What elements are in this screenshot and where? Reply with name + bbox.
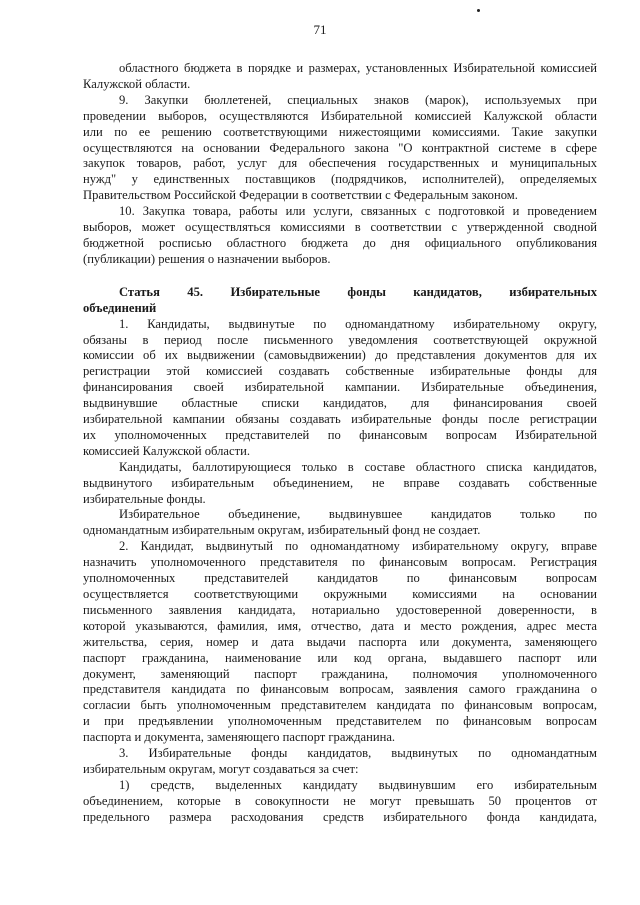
text-line: Статья 45. Избирательные фонды кандидатов, избирательных — [119, 284, 597, 299]
text-line: или по ее решению соответствующими нижестоящими комиссиями. Такие закупки — [83, 124, 597, 139]
text-line: Кандидаты, баллотирующиеся только в составе областного списка кандидатов, — [119, 459, 597, 474]
page-number: 71 — [313, 22, 327, 37]
text-line: избирательные фонды. — [83, 491, 206, 506]
text-line: комиссией Калужской области. — [83, 443, 250, 458]
text-line: 10. Закупка товара, работы или услуги, связанных с подготовкой и проведением — [119, 204, 597, 219]
text-line: избирательной кампании обязаны создавать избирательные фонды после регистрации — [83, 412, 597, 427]
paragraph — [83, 746, 597, 778]
text-line: финансирования своей избирательной кампании. Избирательные объединения, — [83, 380, 597, 395]
text-line: проведении выборов, осуществляются Избирательной комиссией Калужской области — [83, 108, 597, 123]
text-line: 1) средств, выделенных кандидату выдвинувшим его избирательным — [119, 777, 597, 792]
text-line: объединений — [83, 300, 157, 315]
text-line: паспорта и документа, заменяющего паспорт гражданина. — [83, 730, 396, 745]
paragraph — [83, 778, 597, 826]
document-body — [83, 61, 597, 826]
text-line: Избирательное объединение, выдвинувшее кандидатов только по — [119, 507, 597, 522]
section-gap — [83, 268, 597, 285]
text-line: 9. Закупки бюллетеней, специальных знаков (марок), используемых при — [119, 92, 597, 107]
text-line: одномандатным избирательным округам, избирательный фонд не создает. — [83, 523, 481, 538]
text-line: выдвинутого избирательным объединением, не вправе создавать собственные — [83, 475, 597, 490]
paragraph — [83, 61, 597, 93]
text-line: выдвинувшие областные списки кандидатов, для финансирования своей — [83, 396, 597, 411]
paragraph — [83, 539, 597, 746]
text-line: паспорт гражданина, наименование или код органа, выдавшего паспорт или — [83, 650, 597, 665]
text-line: которой указываются, фамилия, имя, отчество, дата и место рождения, адрес места — [83, 618, 597, 633]
text-line: (публикации) решения о назначении выборов. — [83, 251, 331, 266]
paragraph — [83, 317, 597, 460]
text-line: письменного заявления кандидата, нотариально удостоверенной доверенности, в — [83, 602, 597, 617]
text-line: комиссии об их выдвижении (самовыдвижении) до представления документов для их — [83, 348, 597, 363]
text-line: нужд" у единственных поставщиков (подрядчиков, исполнителей), определяемых — [83, 172, 597, 187]
text-line: осуществляются на основании Федерального закона "О контрактной системе в сфере — [83, 140, 597, 155]
text-line: 3. Избирательные фонды кандидатов, выдвинутых по одномандатным — [119, 746, 597, 761]
text-line: их уполномоченных представителей по финансовым вопросам Избирательной — [83, 427, 597, 442]
scan-speck — [477, 9, 480, 12]
article-heading — [83, 285, 597, 317]
text-line: предельного размера расходования средств избирательного фонда кандидата, — [83, 809, 597, 824]
text-line: жительства, серия, номер и дата выдачи паспорта или документа, заменяющего — [83, 634, 597, 649]
paragraph — [83, 460, 597, 508]
text-line: осуществляется соответствующими окружными комиссиями на основании — [83, 587, 597, 601]
text-line: 1. Кандидаты, выдвинутые по одномандатному избирательному округу, — [119, 316, 597, 331]
text-line: Правительством Российской Федерации в соответствии с Федеральным законом. — [83, 188, 518, 203]
paragraph — [83, 93, 597, 204]
text-line: обязаны в период после письменного уведомления соответствующей окружной — [83, 332, 597, 347]
text-line: и при предъявлении уполномоченным представителем по финансовым вопросам — [83, 714, 597, 729]
text-line: Калужской области. — [83, 76, 191, 91]
text-line: регистрации этой комиссией создавать собственные избирательные фонды для — [83, 364, 597, 379]
text-line: уполномоченных представителей кандидатов по финансовым вопросам — [83, 571, 597, 586]
text-line: назначить уполномоченного представителя по финансовым вопросам. Регистрация — [83, 555, 597, 570]
text-line: избирательным округам, могут создаваться за счет: — [83, 761, 359, 776]
text-line: представителя кандидата по финансовым вопросам, заявления самого гражданина о — [83, 682, 597, 697]
text-line: закупок товаров, работ, услуг для обеспечения государственных и муниципальных — [83, 156, 597, 171]
text-line: выборов, может осуществляться комиссиями в соответствии с утвержденной сводной — [83, 220, 597, 235]
text-line: объединением, которые в совокупности не могут превышать 50 процентов от — [83, 793, 597, 808]
text-line: документ, заменяющий паспорт гражданина, полномочия уполномоченного — [83, 666, 597, 681]
paragraph — [83, 204, 597, 268]
paragraph — [83, 507, 597, 539]
text-line: 2. Кандидат, выдвинутый по одномандатному избирательному округу, вправе — [119, 539, 597, 554]
text-line: бюджетной росписью областного бюджета до дня официального опубликования — [83, 235, 597, 250]
text-line: областного бюджета в порядке и размерах, установленных Избирательной комиссией — [119, 61, 597, 75]
text-line: согласии быть уполномоченным представителем кандидата по финансовым вопросам, — [83, 698, 597, 713]
